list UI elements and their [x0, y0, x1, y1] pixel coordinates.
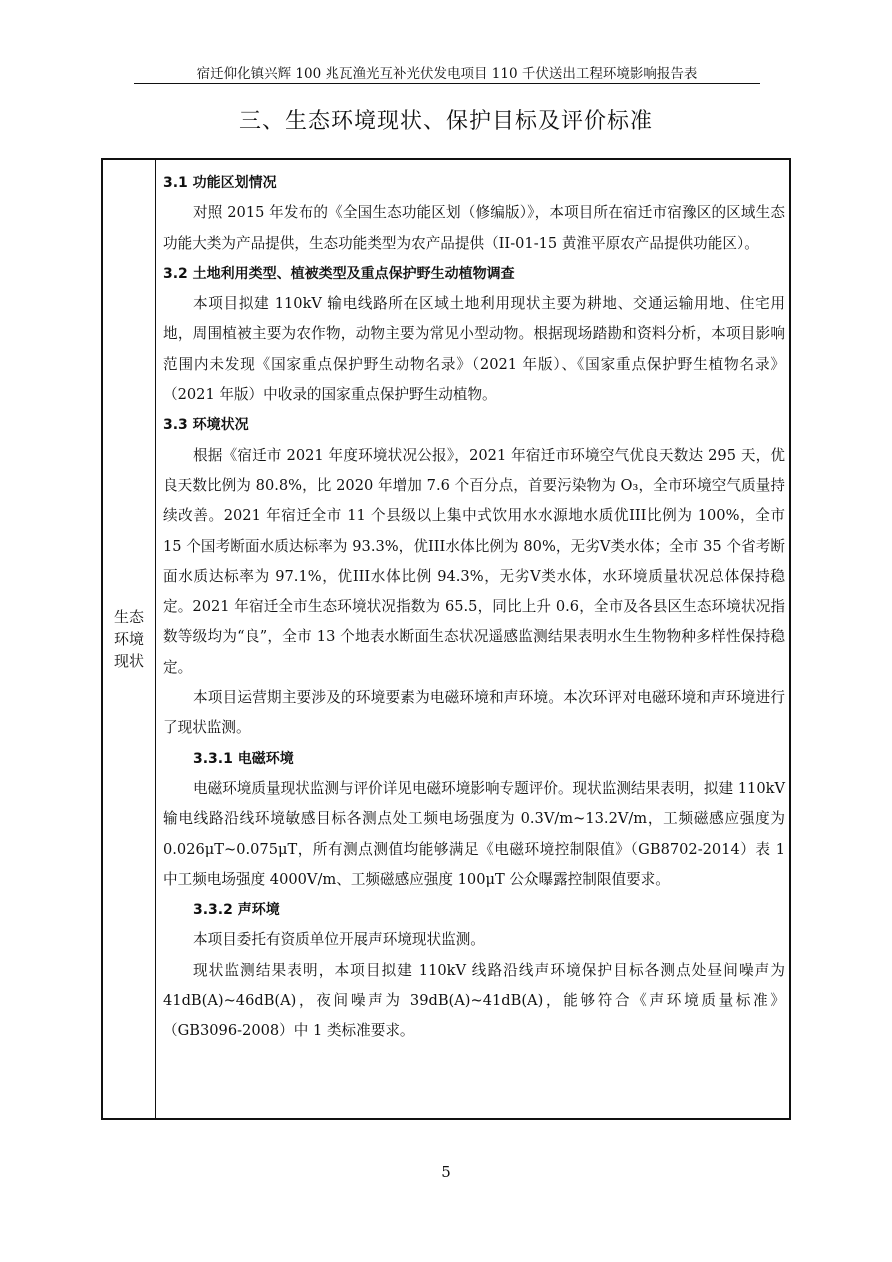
heading-3-3-1: 3.3.1 电磁环境 — [193, 750, 294, 767]
row-label: 生态环境现状 — [113, 608, 144, 670]
paragraph-environment-status: 根据《宿迁市 2021 年度环境状况公报》，2021 年宿迁市环境空气优良天数达 295 天，优良天数比例为 80.8%，比 2020 年增加 7.6 个百分点，首要污染物为 O₃，全市环境空气质量持续改善。2021 年宿迁全市 11 个县级以上集中式饮用水水源地水质优III比例为 100%，全市 15 个国考断面水质达标率为 93.3%，优III水体比例为 80%，无劣V类水体；全市 35 个省考断面水质达标率为 97.1%，优III水体比例 94.3%，无劣V类水体，水环境质量状况总体保持稳定。2021 年宿迁全市生态环境状况指数为 65.5，同比上升 0.6，全市及各县区生态环境状况指数等级均为“良”，全市 13 个地表水断面生态状况遥感监测结果表明水生生物物种多样性保持稳定。 — [163, 446, 785, 676]
paragraph-land-use: 本项目拟建 110kV 输电线路所在区域土地利用现状主要为耕地、交通运输用地、住宅用地，周围植被主要为农作物，动物主要为常见小型动物。根据现场踏勘和资料分析，本项目影响范围内未发现《国家重点保护野生动物名录》（2021 年版）、《国家重点保护野生植物名录》（2021 年版）中收录的国家重点保护野生动植物。 — [163, 295, 785, 404]
heading-3-1: 3.1 功能区划情况 — [163, 175, 277, 191]
content-table — [101, 158, 791, 1120]
section-title: 三、生态环境现状、保护目标及评价标准 — [238, 109, 653, 134]
paragraph-electromagnetic: 电磁环境质量现状监测与评价详见电磁环境影响专题评价。现状监测结果表明，拟建 110kV 输电线路沿线环境敏感目标各测点处工频电场强度为 0.3V/m~13.2V/m，工频磁感应强度为 0.026μT~0.075μT，所有测点测值均能够满足《电磁环境控制限值》（GB8702-2014）表 1 中工频电场强度 4000V/m、工频磁感应强度 100μT 公众曝露控制限值要求。 — [163, 779, 785, 888]
paragraph-function-zoning: 对照 2015 年发布的《全国生态功能区划（修编版）》，本项目所在宿迁市宿豫区的区域生态功能大类为产品提供，生态功能类型为农产品提供（II-01-15 黄淮平原农产品提供功能区）。 — [163, 204, 785, 252]
heading-3-3-2: 3.3.2 声环境 — [193, 902, 280, 919]
row-header-cell — [103, 160, 155, 1118]
paragraph-monitoring-intro: 本项目运营期主要涉及的环境要素为电磁环境和声环境。本次环评对电磁环境和声环境进行了现状监测。 — [163, 689, 785, 737]
heading-3-2: 3.2 土地利用类型、植被类型及重点保护野生动植物调查 — [163, 265, 515, 282]
column-divider — [155, 160, 156, 1118]
heading-3-3: 3.3 环境状况 — [163, 417, 249, 434]
paragraph-acoustic-results: 现状监测结果表明，本项目拟建 110kV 线路沿线声环境保护目标各测点处昼间噪声为 41dB(A)~46dB(A)，夜间噪声为 39dB(A)~41dB(A)，能够符合《声环境质量标准》（GB3096-2008）中 1 类标准要求。 — [163, 961, 785, 1040]
paragraph-acoustic-intro: 本项目委托有资质单位开展声环境现状监测。 — [193, 931, 485, 949]
page-number: 5 — [441, 1163, 451, 1181]
content-cell — [163, 168, 785, 1047]
header-rule — [134, 83, 760, 84]
running-header: 宿迁仰化镇兴辉 100 兆瓦渔光互补光伏发电项目 110 千伏送出工程环境影响报告表 — [196, 66, 698, 82]
